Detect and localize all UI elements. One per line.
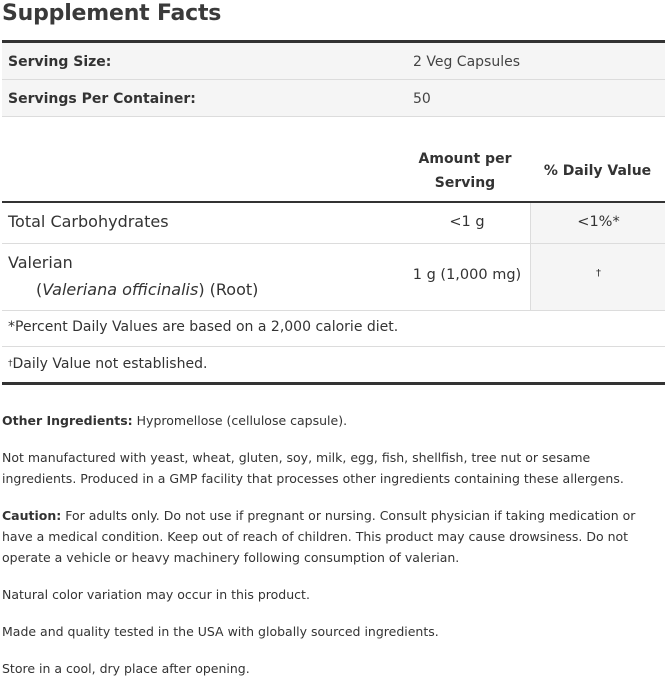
table-row bbox=[2, 203, 665, 243]
nutrient-amount: <1 g bbox=[449, 214, 485, 230]
divider bbox=[2, 346, 665, 347]
caution-statement: Caution: For adults only. Do not use if pregnant or nursing. Consult physician if taking medication or have a medical condition. Keep out of reach of children. This product may cause drowsiness. Do not operate a vehicle or heavy machinery following consumption of valerian. bbox=[2, 508, 636, 565]
serving-size-row bbox=[2, 43, 665, 80]
divider bbox=[2, 310, 665, 311]
storage-note: Store in a cool, dry place after opening. bbox=[2, 661, 250, 676]
page-title: Supplement Facts bbox=[2, 1, 222, 26]
nutrient-name: Valerian bbox=[8, 253, 73, 272]
daily-value-header: % Daily Value bbox=[543, 163, 652, 179]
color-variation-note: Natural color variation may occur in this product. bbox=[2, 587, 310, 602]
made-in-usa-note: Made and quality tested in the USA with globally sourced ingredients. bbox=[2, 624, 439, 639]
servings-per-container-row bbox=[2, 80, 665, 117]
divider bbox=[2, 116, 665, 117]
percent-footnote: *Percent Daily Values are based on a 2,000 calorie diet. bbox=[8, 319, 399, 335]
allergen-statement: Not manufactured with yeast, wheat, gluten, soy, milk, egg, fish, shellfish, tree nut or sesame ingredients. Produced in a GMP facility that processes other ingredients containing these allergens. bbox=[2, 450, 624, 486]
table-row bbox=[2, 244, 665, 310]
nutrient-name: Total Carbohydrates bbox=[8, 212, 169, 231]
other-ingredients: Other Ingredients: Hypromellose (cellulose capsule). bbox=[2, 413, 348, 428]
nutrient-subname: (Valeriana officinalis) (Root) bbox=[36, 280, 259, 299]
nutrient-amount: 1 g (1,000 mg) bbox=[412, 267, 522, 283]
bottom-rule bbox=[2, 382, 665, 385]
serving-size-value: 2 Veg Capsules bbox=[413, 53, 521, 70]
servings-per-container-label: Servings Per Container: bbox=[8, 90, 196, 107]
nutrient-daily-value: <1%* bbox=[577, 214, 620, 230]
nutrient-daily-value: † bbox=[596, 268, 601, 279]
amount-per-serving-header: Amount per Serving bbox=[418, 151, 512, 191]
servings-per-container-value: 50 bbox=[413, 90, 431, 107]
serving-size-label: Serving Size: bbox=[8, 53, 112, 70]
dagger-footnote: †Daily Value not established. bbox=[8, 356, 208, 372]
